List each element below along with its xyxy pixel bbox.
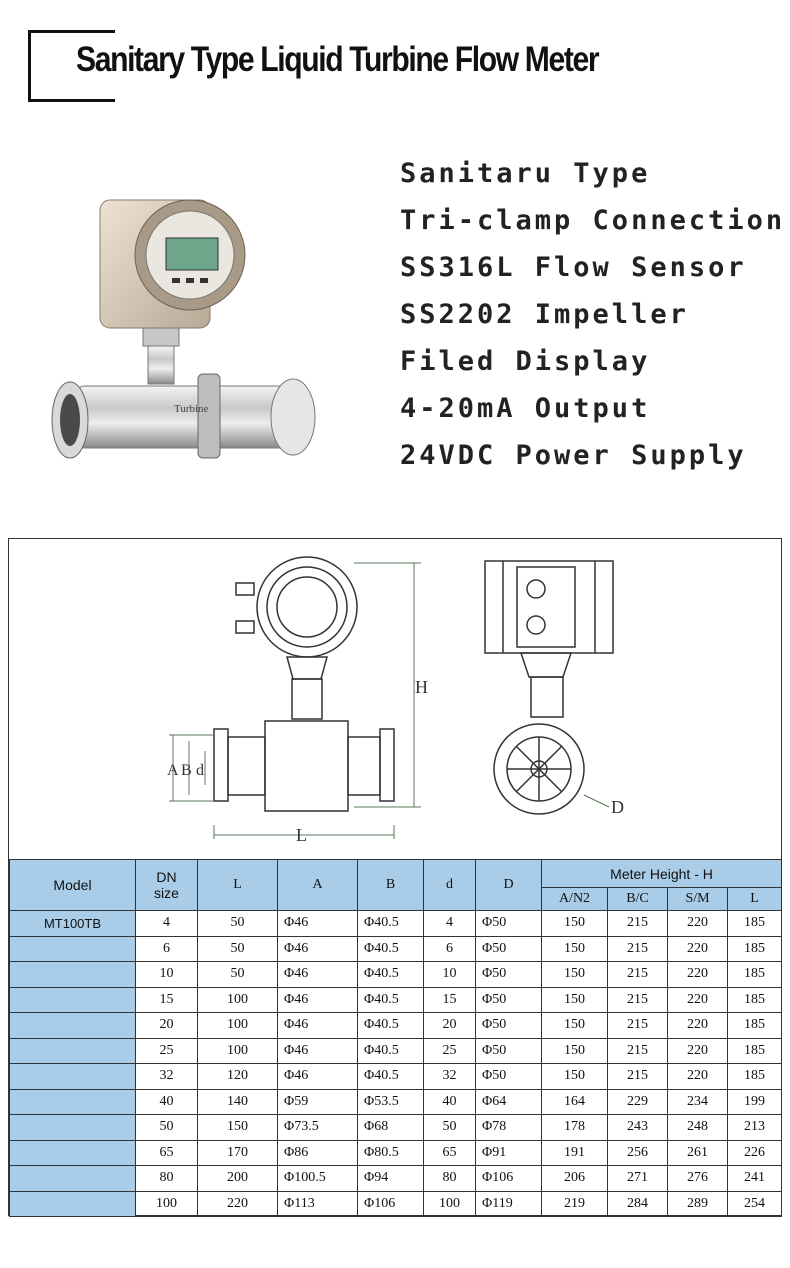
table-cell: Φ50 bbox=[476, 1064, 542, 1090]
dim-label-d: D bbox=[611, 797, 624, 817]
table-cell: 220 bbox=[668, 962, 728, 988]
table-cell: 150 bbox=[542, 1064, 608, 1090]
model-cell: MT100TB bbox=[10, 911, 136, 937]
table-cell: 220 bbox=[668, 1013, 728, 1039]
table-cell: Φ46 bbox=[278, 1013, 358, 1039]
table-cell: Φ50 bbox=[476, 1013, 542, 1039]
table-row bbox=[10, 1115, 782, 1141]
table-cell: 50 bbox=[136, 1115, 198, 1141]
table-cell: 185 bbox=[728, 1013, 782, 1039]
feature-item: 4-20mA Output bbox=[400, 393, 651, 424]
table-cell: 256 bbox=[608, 1140, 668, 1166]
table-cell: 100 bbox=[424, 1191, 476, 1217]
table-cell: 271 bbox=[608, 1166, 668, 1192]
table-cell: 220 bbox=[668, 911, 728, 937]
table-cell: 220 bbox=[668, 1038, 728, 1064]
table-cell: 254 bbox=[728, 1191, 782, 1217]
table-cell: 100 bbox=[136, 1191, 198, 1217]
table-cell: 4 bbox=[136, 911, 198, 937]
table-cell: 100 bbox=[198, 987, 278, 1013]
table-cell: 15 bbox=[424, 987, 476, 1013]
table-cell: 32 bbox=[136, 1064, 198, 1090]
table-cell: 40 bbox=[136, 1089, 198, 1115]
table-cell: 50 bbox=[198, 962, 278, 988]
table-row bbox=[10, 1089, 782, 1115]
table-cell: 150 bbox=[542, 987, 608, 1013]
table-row bbox=[10, 987, 782, 1013]
table-cell: 185 bbox=[728, 911, 782, 937]
table-cell: Φ46 bbox=[278, 936, 358, 962]
table-row bbox=[10, 1038, 782, 1064]
table-cell: Φ40.5 bbox=[358, 1038, 424, 1064]
table-cell: 100 bbox=[198, 1038, 278, 1064]
table-cell: 6 bbox=[136, 936, 198, 962]
header-d-small: d bbox=[424, 860, 476, 911]
table-cell: Φ46 bbox=[278, 987, 358, 1013]
table-cell: Φ40.5 bbox=[358, 936, 424, 962]
table-cell: 25 bbox=[136, 1038, 198, 1064]
header-l: L bbox=[198, 860, 278, 911]
table-cell: Φ50 bbox=[476, 936, 542, 962]
header-h-sm: S/M bbox=[668, 888, 728, 911]
dimension-drawing bbox=[9, 539, 781, 859]
table-cell: 80 bbox=[136, 1166, 198, 1192]
feature-list bbox=[400, 150, 785, 479]
header-d: D bbox=[476, 860, 542, 911]
dim-label-h: H bbox=[415, 677, 428, 697]
table-cell: Φ94 bbox=[358, 1166, 424, 1192]
table-cell: Φ50 bbox=[476, 1038, 542, 1064]
table-cell: 234 bbox=[668, 1089, 728, 1115]
table-cell: 229 bbox=[608, 1089, 668, 1115]
table-cell: 248 bbox=[668, 1115, 728, 1141]
feature-item: SS2202 Impeller bbox=[400, 299, 689, 330]
table-cell: 215 bbox=[608, 962, 668, 988]
table-cell: 241 bbox=[728, 1166, 782, 1192]
table-cell: 50 bbox=[198, 936, 278, 962]
table-cell: Φ100.5 bbox=[278, 1166, 358, 1192]
nameplate-text: Turbine bbox=[174, 403, 209, 415]
table-cell: Φ119 bbox=[476, 1191, 542, 1217]
table-row bbox=[10, 1013, 782, 1039]
table-cell: Φ64 bbox=[476, 1089, 542, 1115]
table-cell: 215 bbox=[608, 1013, 668, 1039]
table-cell: 213 bbox=[728, 1115, 782, 1141]
table-cell: 50 bbox=[424, 1115, 476, 1141]
table-cell: 215 bbox=[608, 1064, 668, 1090]
table-cell: 220 bbox=[668, 987, 728, 1013]
table-cell: 164 bbox=[542, 1089, 608, 1115]
table-cell: 289 bbox=[668, 1191, 728, 1217]
table-cell: Φ86 bbox=[278, 1140, 358, 1166]
table-cell: 20 bbox=[136, 1013, 198, 1039]
header-h-an2: A/N2 bbox=[542, 888, 608, 911]
feature-item: Sanitaru Type bbox=[400, 158, 651, 189]
table-cell: 140 bbox=[198, 1089, 278, 1115]
feature-item: SS316L Flow Sensor bbox=[400, 252, 747, 283]
table-cell: 185 bbox=[728, 936, 782, 962]
table-cell: Φ106 bbox=[476, 1166, 542, 1192]
table-row bbox=[10, 1064, 782, 1090]
table-cell: 50 bbox=[198, 911, 278, 937]
table-cell: Φ50 bbox=[476, 987, 542, 1013]
table-cell: 6 bbox=[424, 936, 476, 962]
table-cell: 65 bbox=[136, 1140, 198, 1166]
table-cell: 243 bbox=[608, 1115, 668, 1141]
table-row bbox=[10, 911, 782, 937]
table-cell: 65 bbox=[424, 1140, 476, 1166]
dim-label-a: A bbox=[167, 762, 179, 779]
model-cell bbox=[10, 1140, 136, 1166]
model-cell bbox=[10, 1013, 136, 1039]
table-cell: 220 bbox=[668, 936, 728, 962]
table-cell: 32 bbox=[424, 1064, 476, 1090]
table-cell: Φ40.5 bbox=[358, 1013, 424, 1039]
table-cell: 10 bbox=[136, 962, 198, 988]
table-cell: 284 bbox=[608, 1191, 668, 1217]
table-cell: 150 bbox=[542, 1038, 608, 1064]
header-b: B bbox=[358, 860, 424, 911]
table-row bbox=[10, 962, 782, 988]
dim-label-d-small: d bbox=[196, 762, 204, 779]
table-cell: 150 bbox=[542, 962, 608, 988]
header-h-bc: B/C bbox=[608, 888, 668, 911]
table-cell: Φ40.5 bbox=[358, 911, 424, 937]
table-cell: 20 bbox=[424, 1013, 476, 1039]
table-cell: 200 bbox=[198, 1166, 278, 1192]
table-cell: Φ80.5 bbox=[358, 1140, 424, 1166]
table-cell: 185 bbox=[728, 1038, 782, 1064]
product-photo bbox=[48, 130, 348, 510]
table-cell: 215 bbox=[608, 987, 668, 1013]
header-a: A bbox=[278, 860, 358, 911]
table-cell: 220 bbox=[198, 1191, 278, 1217]
table-cell: 170 bbox=[198, 1140, 278, 1166]
model-cell bbox=[10, 936, 136, 962]
table-cell: Φ40.5 bbox=[358, 1064, 424, 1090]
table-cell: 150 bbox=[198, 1115, 278, 1141]
table-cell: Φ50 bbox=[476, 911, 542, 937]
table-cell: 185 bbox=[728, 1064, 782, 1090]
table-cell: Φ91 bbox=[476, 1140, 542, 1166]
model-cell bbox=[10, 987, 136, 1013]
table-cell: 10 bbox=[424, 962, 476, 988]
table-cell: Φ68 bbox=[358, 1115, 424, 1141]
table-cell: 185 bbox=[728, 962, 782, 988]
table-cell: Φ59 bbox=[278, 1089, 358, 1115]
feature-item: Filed Display bbox=[400, 346, 651, 377]
table-cell: 80 bbox=[424, 1166, 476, 1192]
table-cell: Φ78 bbox=[476, 1115, 542, 1141]
dim-label-b: B bbox=[181, 762, 192, 779]
table-cell: Φ53.5 bbox=[358, 1089, 424, 1115]
table-cell: Φ113 bbox=[278, 1191, 358, 1217]
table-cell: Φ46 bbox=[278, 911, 358, 937]
table-cell: 199 bbox=[728, 1089, 782, 1115]
header-model: Model bbox=[10, 860, 136, 911]
table-cell: Φ46 bbox=[278, 1038, 358, 1064]
table-cell: 215 bbox=[608, 936, 668, 962]
table-cell: Φ50 bbox=[476, 962, 542, 988]
table-cell: 220 bbox=[668, 1064, 728, 1090]
table-cell: 4 bbox=[424, 911, 476, 937]
table-cell: Φ46 bbox=[278, 962, 358, 988]
table-cell: 150 bbox=[542, 936, 608, 962]
table-cell: 226 bbox=[728, 1140, 782, 1166]
header-meter-height: Meter Height - H bbox=[542, 860, 782, 888]
table-cell: 206 bbox=[542, 1166, 608, 1192]
model-cell bbox=[10, 962, 136, 988]
table-cell: 191 bbox=[542, 1140, 608, 1166]
table-cell: 15 bbox=[136, 987, 198, 1013]
table-row bbox=[10, 1140, 782, 1166]
feature-item: 24VDC Power Supply bbox=[400, 440, 747, 471]
spec-panel bbox=[8, 538, 782, 1216]
dim-label-l: L bbox=[296, 825, 307, 845]
table-cell: 185 bbox=[728, 987, 782, 1013]
table-cell: 120 bbox=[198, 1064, 278, 1090]
table-cell: 276 bbox=[668, 1166, 728, 1192]
table-cell: 100 bbox=[198, 1013, 278, 1039]
header-h-l: L bbox=[728, 888, 782, 911]
page-title: Sanitary Type Liquid Turbine Flow Meter bbox=[76, 40, 599, 79]
model-cell bbox=[10, 1038, 136, 1064]
model-cell bbox=[10, 1166, 136, 1192]
feature-item: Tri-clamp Connection bbox=[400, 205, 786, 236]
table-cell: 40 bbox=[424, 1089, 476, 1115]
table-cell: 215 bbox=[608, 911, 668, 937]
table-cell: Φ40.5 bbox=[358, 962, 424, 988]
table-cell: 150 bbox=[542, 911, 608, 937]
model-cell bbox=[10, 1064, 136, 1090]
table-cell: 219 bbox=[542, 1191, 608, 1217]
spec-table bbox=[9, 859, 782, 1217]
table-cell: 261 bbox=[668, 1140, 728, 1166]
table-row bbox=[10, 1166, 782, 1192]
header-dn: DN size bbox=[136, 860, 198, 911]
table-cell: 150 bbox=[542, 1013, 608, 1039]
table-cell: 25 bbox=[424, 1038, 476, 1064]
model-cell bbox=[10, 1115, 136, 1141]
table-cell: Φ106 bbox=[358, 1191, 424, 1217]
table-cell: Φ40.5 bbox=[358, 987, 424, 1013]
table-cell: Φ73.5 bbox=[278, 1115, 358, 1141]
table-row bbox=[10, 1191, 782, 1217]
table-cell: 215 bbox=[608, 1038, 668, 1064]
model-cell bbox=[10, 1089, 136, 1115]
table-cell: 178 bbox=[542, 1115, 608, 1141]
model-cell bbox=[10, 1191, 136, 1217]
table-row bbox=[10, 936, 782, 962]
table-cell: Φ46 bbox=[278, 1064, 358, 1090]
